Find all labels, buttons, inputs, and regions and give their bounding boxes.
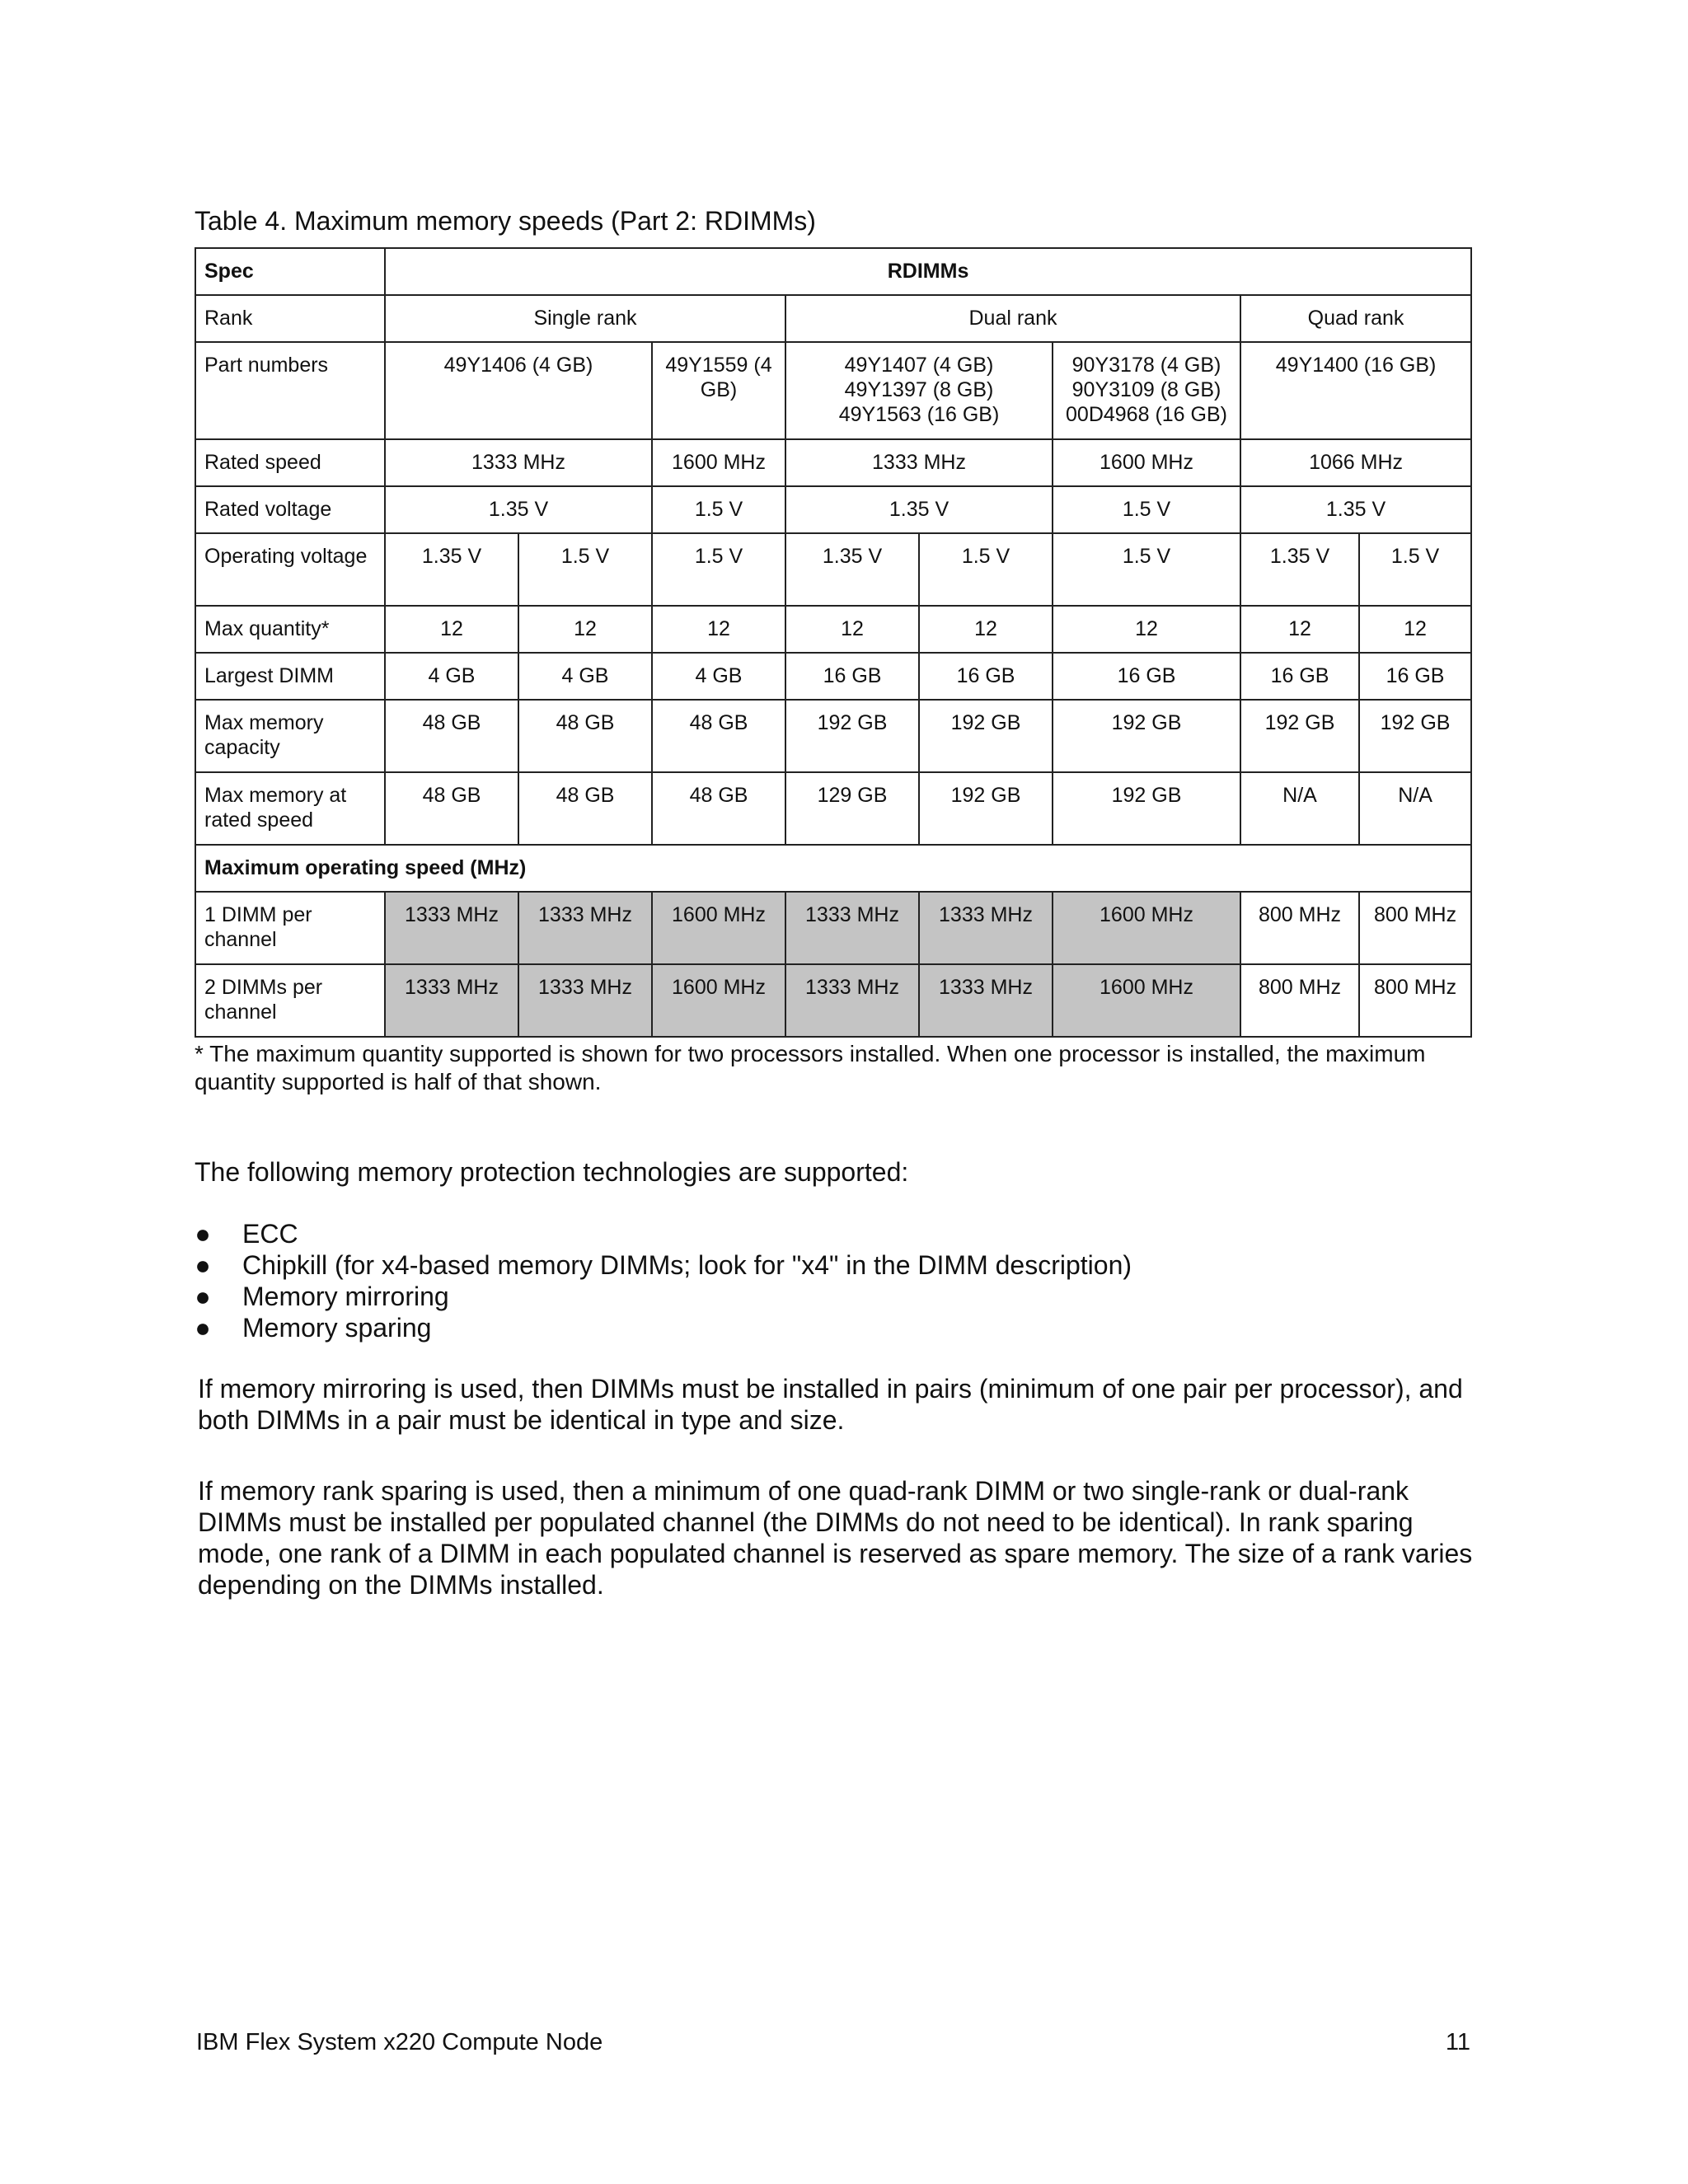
part-number: 00D4968 (16 GB) [1066, 403, 1227, 426]
largest-dimm-row [195, 653, 1471, 700]
intro-text: The following memory protection technologies are supported: [195, 1157, 909, 1187]
table-cell: 1.5 V [1359, 533, 1471, 606]
table-cell: 1.35 V [1240, 486, 1471, 533]
table-cell: 1333 MHz [785, 892, 919, 964]
table-cell: 1.5 V [652, 486, 785, 533]
speed-section-row [195, 845, 1471, 892]
table-cell: 129 GB [785, 772, 919, 845]
memory-speed-table [195, 247, 1472, 1038]
table-cell: 12 [652, 606, 785, 653]
rated-voltage-row [195, 486, 1471, 533]
part-number: 90Y3178 (4 GB) [1071, 354, 1221, 377]
list-item [195, 1249, 1132, 1281]
table-cell: N/A [1240, 772, 1359, 845]
table-cell: 4 GB [518, 653, 652, 700]
table-cell: 800 MHz [1359, 964, 1471, 1037]
table-cell: 1.35 V [385, 533, 518, 606]
list-item [195, 1218, 1132, 1249]
row-label: 1 DIMM per channel [195, 892, 385, 964]
table-cell: 48 GB [518, 700, 652, 772]
table-cell: 48 GB [518, 772, 652, 845]
table-cell: 1.5 V [919, 533, 1053, 606]
table-cell: 1.5 V [1053, 486, 1240, 533]
table-cell: 1600 MHz [1053, 964, 1240, 1037]
table-cell: 16 GB [1240, 653, 1359, 700]
speed-row-1-dimm [195, 892, 1471, 964]
part-number: 49Y1407 (4 GB) [844, 354, 994, 377]
part-number: 90Y3109 (8 GB) [1071, 378, 1221, 401]
table-cell: 12 [919, 606, 1053, 653]
table-cell: 1600 MHz [652, 892, 785, 964]
row-label: Operating voltage [195, 533, 385, 606]
table-cell: N/A [1359, 772, 1471, 845]
table-cell: 800 MHz [1240, 964, 1359, 1037]
part-number: 49Y1563 (16 GB) [838, 403, 1000, 426]
table-cell: 12 [518, 606, 652, 653]
max-memory-rated-speed-row [195, 772, 1471, 845]
row-label: Rated voltage [195, 486, 385, 533]
row-label: Part numbers [195, 342, 385, 439]
table-cell: 12 [1359, 606, 1471, 653]
table-cell: 800 MHz [1359, 892, 1471, 964]
table-cell: 1.35 V [785, 533, 919, 606]
table-cell: 192 GB [1053, 772, 1240, 845]
part-number-cell: 49Y1406 (4 GB) [385, 342, 652, 439]
table-cell: 1333 MHz [385, 892, 518, 964]
row-label: Max quantity* [195, 606, 385, 653]
sparing-paragraph: If memory rank sparing is used, then a minimum of one quad-rank DIMM or two single-rank or dual-rank DIMMs must be installed per populated channel (the DIMMs do not need to be identical). In rank sparing mode, one rank of a DIMM in each populated channel is reserved as spare memory. The size of a rank varies depending on the DIMMs installed. [198, 1476, 1473, 1600]
speed-section-header: Maximum operating speed (MHz) [195, 845, 1471, 892]
row-label: 2 DIMMs per channel [195, 964, 385, 1037]
table-cell: 1333 MHz [919, 892, 1053, 964]
row-label: Max memory at rated speed [195, 772, 385, 845]
table-cell: 1600 MHz [1053, 892, 1240, 964]
table-cell: 192 GB [785, 700, 919, 772]
speed-row-2-dimms [195, 964, 1471, 1037]
table-cell: 48 GB [385, 772, 518, 845]
table-cell: 1.5 V [518, 533, 652, 606]
table-cell: 1.35 V [785, 486, 1053, 533]
table-cell: 192 GB [1240, 700, 1359, 772]
row-label: Rank [195, 295, 385, 342]
table-cell: 1600 MHz [1053, 439, 1240, 486]
footer-title: IBM Flex System x220 Compute Node [196, 2029, 603, 2055]
bullet-icon: ● [195, 1250, 211, 1280]
rank-dual: Dual rank [785, 295, 1240, 342]
table-cell: 12 [1053, 606, 1240, 653]
bullet-icon: ● [195, 1313, 211, 1343]
table-cell: 4 GB [652, 653, 785, 700]
table-cell: 16 GB [1359, 653, 1471, 700]
table-cell: 1066 MHz [1240, 439, 1471, 486]
table-cell: 192 GB [1359, 700, 1471, 772]
rank-quad: Quad rank [1240, 295, 1471, 342]
rdimms-header: RDIMMs [385, 248, 1471, 295]
max-memory-capacity-row [195, 700, 1471, 772]
table-cell: 1.5 V [1053, 533, 1240, 606]
part-number-cell: 49Y1400 (16 GB) [1240, 342, 1471, 439]
list-item-text: Memory sparing [242, 1313, 432, 1343]
list-item [195, 1312, 1132, 1343]
table-cell: 1600 MHz [652, 439, 785, 486]
table-cell: 192 GB [919, 700, 1053, 772]
table-cell: 1333 MHz [919, 964, 1053, 1037]
table-cell: 16 GB [1053, 653, 1240, 700]
row-label: Largest DIMM [195, 653, 385, 700]
table-cell: 12 [785, 606, 919, 653]
table-cell: 16 GB [919, 653, 1053, 700]
table-cell: 1600 MHz [652, 964, 785, 1037]
part-numbers-row [195, 342, 1471, 439]
list-item-text: ECC [242, 1219, 298, 1249]
table-cell: 1333 MHz [518, 964, 652, 1037]
table-header-row [195, 248, 1471, 295]
table-cell: 12 [1240, 606, 1359, 653]
part-number-cell: 49Y1559 (4 GB) [652, 342, 785, 439]
table-cell: 1333 MHz [518, 892, 652, 964]
table-cell: 192 GB [919, 772, 1053, 845]
rated-speed-row [195, 439, 1471, 486]
part-number-cell [785, 342, 1053, 439]
max-quantity-row [195, 606, 1471, 653]
mirroring-paragraph: If memory mirroring is used, then DIMMs must be installed in pairs (minimum of one pair per processor), and both DIMMs in a pair must be identical in type and size. [198, 1374, 1463, 1435]
bullet-icon: ● [195, 1282, 211, 1311]
row-label: Rated speed [195, 439, 385, 486]
table-cell: 4 GB [385, 653, 518, 700]
table-cell: 1.35 V [1240, 533, 1359, 606]
row-label: Max memory capacity [195, 700, 385, 772]
table-caption: Table 4. Maximum memory speeds (Part 2: RDIMMs) [195, 206, 816, 236]
table-cell: 1.5 V [652, 533, 785, 606]
table-cell: 800 MHz [1240, 892, 1359, 964]
table-cell: 48 GB [652, 700, 785, 772]
table-cell: 1333 MHz [385, 439, 652, 486]
table-cell: 16 GB [785, 653, 919, 700]
table-cell: 1333 MHz [385, 964, 518, 1037]
table-cell: 12 [385, 606, 518, 653]
spec-header: Spec [195, 248, 385, 295]
list-item-text: Memory mirroring [242, 1282, 449, 1311]
rank-single: Single rank [385, 295, 785, 342]
table-footnote: * The maximum quantity supported is shown for two processors installed. When one processor is installed, the maximum quantity supported is half of that shown. [195, 1041, 1426, 1094]
table-cell: 1333 MHz [785, 964, 919, 1037]
part-number-cell [1053, 342, 1240, 439]
operating-voltage-row [195, 533, 1471, 606]
table-cell: 1333 MHz [785, 439, 1053, 486]
list-item-text: Chipkill (for x4-based memory DIMMs; look for "x4" in the DIMM description) [242, 1250, 1132, 1280]
table-cell: 1.35 V [385, 486, 652, 533]
bullet-icon: ● [195, 1219, 211, 1249]
list-item [195, 1281, 1132, 1312]
page-number: 11 [1445, 2029, 1470, 2055]
table-cell: 48 GB [385, 700, 518, 772]
table-cell: 48 GB [652, 772, 785, 845]
protection-list [195, 1218, 1132, 1343]
table-cell: 192 GB [1053, 700, 1240, 772]
rank-row [195, 295, 1471, 342]
part-number: 49Y1397 (8 GB) [844, 378, 994, 401]
